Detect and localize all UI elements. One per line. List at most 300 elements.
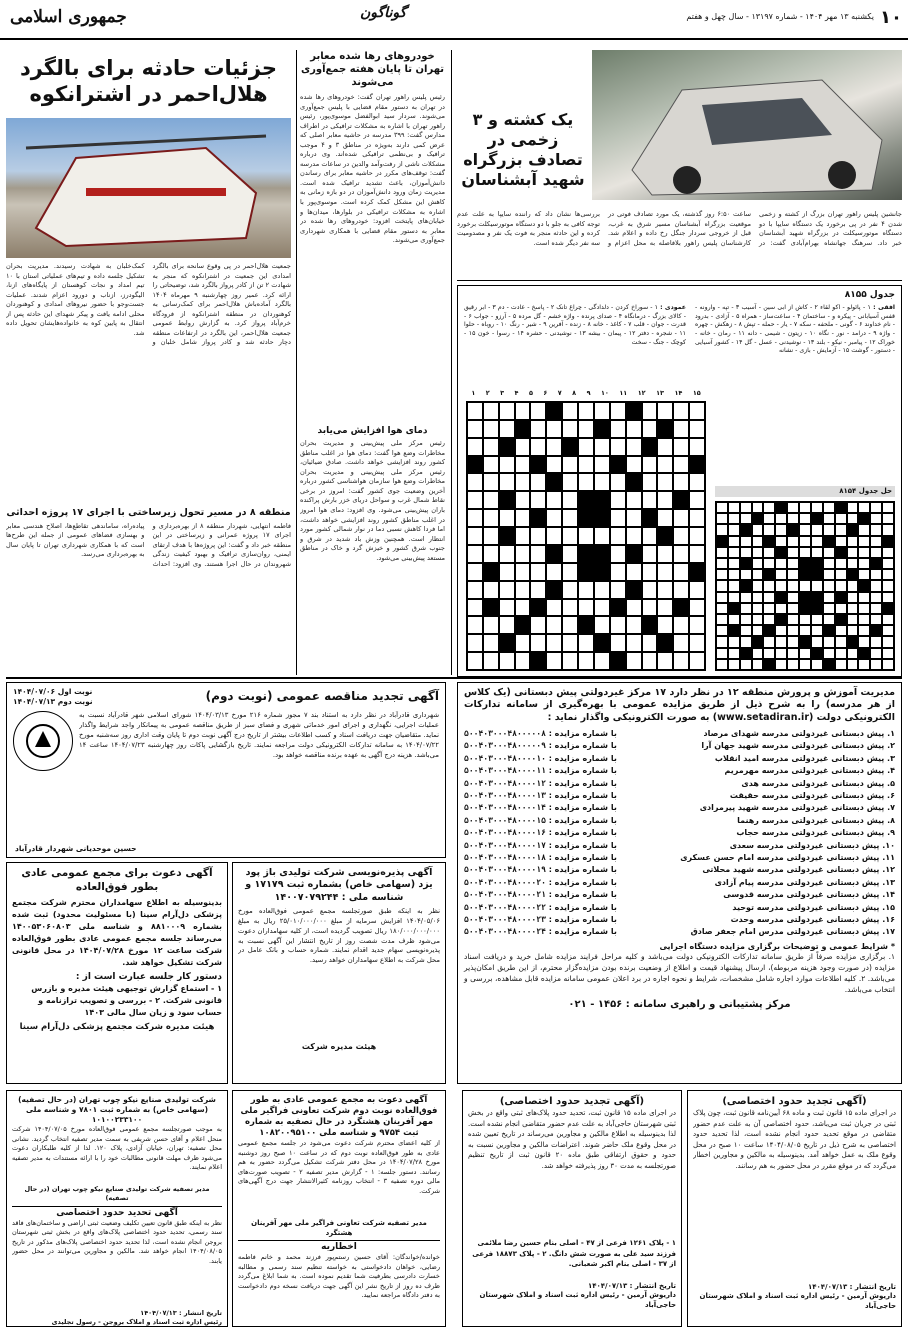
crossword-cell (811, 502, 823, 513)
crossword-cell (578, 473, 594, 491)
crossword-cell (642, 402, 658, 420)
crossword-cell (515, 456, 531, 474)
crossword-cell (799, 569, 811, 580)
auction-item-number: ۵۰۰۴۰۳۰۰۰۴۸۰۰۰۰۱۴ (464, 803, 546, 813)
crossword-cell (858, 547, 870, 558)
auction-item-code (464, 827, 617, 839)
crossword-number: ۵ (528, 389, 533, 397)
crossword-cell (467, 509, 483, 527)
crossword-cell (530, 563, 546, 581)
auction-item-prefix: با شماره مزایده : (548, 840, 617, 850)
crossword-cell (515, 527, 531, 545)
helicopter-body: جمعیت هلال‌احمر در پی وقوع سانحه برای بالگرد امدادی این جمعیت در اشترانکوه که منجر به شهادت ۲ تن از کادر پرواز بالگرد شد، توضیحاتی را ارائه کرد. عمیر روز چهارشنبه ۹ مهرماه ۱۴۰۴ بالگرد آماده‌باش هلال‌احمر برای کمک‌رسانی به کوهنوردان در منطقه اشترانکوه از فرودگاه خرم‌آباد پرواز کرد. به گزارش روابط عمومی جمعیت هلال‌احمر، این بالگرد در ارتفاعات منطقه دچار حادثه شد و کادر پرواز شامل خلبان و کمک‌خلبان به شهادت رسیدند. مدیریت بحران تشکیل جلسه داده و تیم‌های عملیاتی استان با ۱۰ تیم امداد و نجات کوهستان از پایگاه‌های ازنا، الیگودرز، ازناب و دورود اعزام شدند. عملیات جست‌وجو با حضور نیروهای امدادی و کوهنوردان محلی ادامه یافت و پیکر شهدای این حادثه پس از انتقال به پایین کوه به خانواده‌هایشان تحویل داده شد. (6, 262, 291, 347)
crossword-cell (882, 614, 894, 625)
crossword-cell (578, 509, 594, 527)
crossword-cell (763, 580, 775, 591)
auction-item-name: ۱۶. پیش دبستانی غیردولتی مدرسه وحدت (730, 914, 895, 924)
crossword-cell (823, 648, 835, 659)
crossword-cell (882, 625, 894, 636)
auction-item-prefix: با شماره مزایده : (548, 766, 617, 776)
crossword-cell (787, 636, 799, 647)
crossword-cell (847, 592, 859, 603)
crossword-cell (642, 652, 658, 670)
crossword-cell (882, 659, 894, 670)
crossword-cell (728, 558, 740, 569)
crossword-number: ۱۲ (637, 389, 646, 397)
education-ad-items (464, 728, 895, 939)
crossword-cell (740, 524, 752, 535)
crossword-cell (530, 473, 546, 491)
crossword-cell (515, 438, 531, 456)
crossword-cell (562, 509, 578, 527)
crossword-cell (578, 527, 594, 545)
crossword-cell (689, 473, 705, 491)
crossword-cell (530, 527, 546, 545)
crossword-cell (515, 634, 531, 652)
auction-item (464, 877, 895, 889)
crossword-cell (657, 402, 673, 420)
crossword-cell (626, 438, 642, 456)
crossword-cell (740, 603, 752, 614)
crossword-cell (787, 569, 799, 580)
crossword-cell (835, 513, 847, 524)
crossword-across-clues (692, 304, 896, 474)
crossword-cell (594, 473, 610, 491)
crossword-cell (467, 599, 483, 617)
crossword-cell (787, 648, 799, 659)
auction-item-prefix: با شماره مزایده : (548, 852, 617, 862)
across-text: ۱ - پائولو - اکو لقاء ۲ - کاش از ابی سین - آسیب ۳ - تپه - وارونه - قفس آسیابانی - پیکره و - ساختمان ۴ - ساعت‌ساز - همراه ۵ - آزادی - بدرود - نام خداوند ۶ - گونی - ملحفه - سکه ۷ - یار - حمله - تپش ۸ - زهکش - چهره - واژه ۹ - درامد - نور - نگاه ۱۰ - زیتون - شیمی - دانه ۱۱ - رمان - خانه - خوراک ۱۲ - پیامبر - نیکو - بلند ۱۳ - نوشیدنی - عسل - گل ۱۴ - کشور آسیایی - دستور - گوشت ۱۵ - آزمایش - بازی - نشانه (695, 304, 896, 355)
crossword-cell (716, 625, 728, 636)
crossword-cell (716, 558, 728, 569)
crossword-cell (657, 527, 673, 545)
crossword-cell (594, 652, 610, 670)
crossword-cell (499, 581, 515, 599)
crossword-cell (847, 513, 859, 524)
crossword-cell (483, 599, 499, 617)
crossword-cell (642, 581, 658, 599)
crossword-number: ۱۵ (692, 389, 701, 397)
crossword-cell (673, 491, 689, 509)
crossword-cell (716, 659, 728, 670)
assembly-ad (6, 862, 228, 1084)
crossword-cell (775, 524, 787, 535)
subscription-body: نظر به اینکه طبق صورتجلسه مجمع عمومی فوق‌العاده مورخ ۱۴۰۴/۰۵/۰۶ افزایش سرمایه از مبلغ ۲۵/۰۱۰/۰۰۰/۰۰۰ ریال به مبلغ ۱۸۰/۰۰۰/۰۰۰/۰۰۰ ریال تصویب گردیده است، از کلیه سهامداران دعوت می‌شود ظرف مدت شصت روز از تاریخ انتشار این آگهی نسبت به پذیره‌نویسی سهام جدید اقدام نمایند. شماره حساب و بانک عامل در محل شرکت به اطلاع سهامداران خواهد رسید. (238, 907, 440, 965)
tender-ad (6, 682, 446, 858)
crossword-cell (562, 634, 578, 652)
crossword-cell (530, 491, 546, 509)
auction-item-name: ۱۱. پیش دبستانی غیردولتی مدرسه امام حسن عسکری (680, 852, 895, 862)
crossword-cell (752, 524, 764, 535)
crossword-cell (642, 599, 658, 617)
crossword-cell (882, 580, 894, 591)
crossword-cell (483, 456, 499, 474)
auction-item-number: ۵۰۰۴۰۳۰۰۰۴۸۰۰۰۰۱۶ (464, 828, 546, 838)
crossword-cell (775, 636, 787, 647)
crossword-cell (689, 402, 705, 420)
crossword-cell (499, 599, 515, 617)
crossword-number: ۴ (514, 389, 519, 397)
crossword-cell (642, 527, 658, 545)
crossword-cell (657, 581, 673, 599)
crossword-cell (740, 614, 752, 625)
crossword-cell (530, 545, 546, 563)
crossword-cell (610, 581, 626, 599)
crossword-cell (546, 402, 562, 420)
section-title: گوناگون (360, 5, 407, 21)
crossword-cell (752, 648, 764, 659)
crossword-cell (594, 527, 610, 545)
crossword-cell (578, 599, 594, 617)
crossword-cell (499, 545, 515, 563)
crossword-cell (689, 420, 705, 438)
crossword-cell (882, 603, 894, 614)
crossword-cell (870, 614, 882, 625)
crossword-cell (775, 580, 787, 591)
crossword-cell (811, 513, 823, 524)
auction-item-prefix: با شماره مزایده : (548, 865, 617, 875)
assembly-agenda: ۱ - استماع گزارش توجیهی هیئت مدیره و بازرس قانونی شرکت. ۲ - بررسی و تصویب ترازنامه و حساب سود و زیان سال مالی ۱۴۰۳ (31, 984, 222, 1018)
crossword-cell (673, 402, 689, 420)
crossword-cell (775, 502, 787, 513)
crossword-cell (728, 636, 740, 647)
crossword-cell (799, 547, 811, 558)
crossword-cell (642, 438, 658, 456)
crossword-cell (546, 599, 562, 617)
registry-ad-2 (462, 1090, 682, 1327)
auction-item (464, 902, 895, 914)
crossword-cell (811, 592, 823, 603)
crossword-cell (847, 524, 859, 535)
crossword-cell (799, 648, 811, 659)
crossword-cell (823, 603, 835, 614)
crossword-cell (610, 456, 626, 474)
crossword-cell (546, 545, 562, 563)
crossword-cell (740, 625, 752, 636)
crossword-cell (530, 456, 546, 474)
auction-item-prefix: با شماره مزایده : (548, 729, 617, 739)
cars-story (300, 50, 445, 675)
crossword-cell (799, 536, 811, 547)
crossword-cell (499, 616, 515, 634)
auction-item-code (464, 914, 617, 926)
crossword-cell (847, 603, 859, 614)
crossword-cell (546, 473, 562, 491)
crossword-cell (835, 636, 847, 647)
crossword-cell (689, 599, 705, 617)
crossword-cell (467, 545, 483, 563)
auction-item-number: ۵۰۰۴۰۳۰۰۰۴۸۰۰۰۰۱۱ (464, 766, 546, 776)
crossword-cell (499, 509, 515, 527)
crossword-cell (594, 634, 610, 652)
crossword-cell (467, 634, 483, 652)
crossword-cell (799, 636, 811, 647)
crossword-cell (546, 438, 562, 456)
crossword-cell (775, 603, 787, 614)
registry-ad-2-title: (آگهی تجدید حدود اختصاصی) (499, 1096, 645, 1107)
crossword-cell (882, 592, 894, 603)
crossword-cell (626, 581, 642, 599)
crossword-cell (689, 563, 705, 581)
crossword-cell (642, 634, 658, 652)
crossword-cell (858, 569, 870, 580)
crossword-cell (689, 652, 705, 670)
crossword-cell (562, 581, 578, 599)
crossword-cell (562, 456, 578, 474)
auction-item (464, 815, 895, 827)
crossword-cell (847, 614, 859, 625)
crossword-title: جدول ۸۱۵۵ (844, 290, 895, 300)
auction-item-code (464, 877, 617, 889)
crossword-cell (673, 527, 689, 545)
crossword-cell (626, 509, 642, 527)
auction-item-code (464, 864, 617, 876)
crossword-cell (787, 614, 799, 625)
crossword-cell (870, 592, 882, 603)
crossword-cell (515, 509, 531, 527)
crossword-cell (562, 438, 578, 456)
crossword-cell (858, 625, 870, 636)
crossword-cell (689, 616, 705, 634)
crossword-cell (752, 625, 764, 636)
crossword-cell (835, 648, 847, 659)
crossword-number: ۲ (485, 389, 490, 397)
crossword-cell (847, 648, 859, 659)
crossword-cell (578, 652, 594, 670)
crossword-cell (483, 491, 499, 509)
crossword-cell (594, 438, 610, 456)
crossword-cell (763, 558, 775, 569)
crossword-cell (689, 456, 705, 474)
crossword-cell (716, 648, 728, 659)
crossword-cell (467, 438, 483, 456)
crossword-cell (823, 558, 835, 569)
crossword-cell (752, 614, 764, 625)
crossword-cell (530, 438, 546, 456)
crossword-cell (657, 599, 673, 617)
crossword-cell (740, 648, 752, 659)
crossword-cell (823, 614, 835, 625)
demarcation-body: نظر به اینکه طبق قانون تعیین تکلیف وضعیت ثبتی اراضی و ساختمان‌های فاقد سند رسمی، تحدید حدود اختصاصی پلاک‌های واقع در بخش ثبتی شهرستان بروجن انجام نشده است، لذا تحدید حدود اختصاصی پلاک‌های مذکور در تاریخ ۱۴۰۴/۰۸/۰۵ انجام خواهد شد. مالکین و مجاورین می‌توانند در محل حضور یابند. (12, 1219, 222, 1265)
crossword-cell (594, 616, 610, 634)
demarcation-date: تاریخ انتشار : ۱۴۰۴/۰۷/۱۳ (140, 1309, 222, 1318)
crossword-cell (515, 473, 531, 491)
auction-item (464, 765, 895, 777)
crossword-cell (763, 636, 775, 647)
crossword-cell (823, 547, 835, 558)
crossword-cell (858, 603, 870, 614)
crossword-cell (870, 513, 882, 524)
crossword-cell (483, 563, 499, 581)
crossword-cell (642, 456, 658, 474)
auction-item-number: ۵۰۰۴۰۳۰۰۰۴۸۰۰۰۰۲۳ (464, 914, 546, 924)
crossword-cell (835, 603, 847, 614)
crossword-cell (530, 402, 546, 420)
auction-item-number: ۵۰۰۴۰۳۰۰۰۴۸۰۰۰۰۱۸ (464, 852, 546, 862)
auction-item-number: ۵۰۰۴۰۳۰۰۰۴۸۰۰۰۰۰۸ (464, 729, 546, 739)
crossword-cell (740, 536, 752, 547)
across-label: افقی : (873, 304, 896, 311)
crossword-cell (775, 592, 787, 603)
region8-story (6, 505, 291, 675)
crossword-cell (467, 652, 483, 670)
down-text: ۱ - سوراخ کردن - دلدادگی - چراغ تانک ۲ - پاسخ - عادت - دم ۳ - ابر رقیق - کالای بزرگ - درمانگاه ۴ - صدای پرنده - واژه خشم - گل مرده ۵ - آرزو - جواب ۶ - قدرت - جوان - قلب ۷ - کاغذ - خانه ۸ - زنده - آفرین ۹ - شیر - رنگ ۱۰ - روباه - حلوا ۱۱ - شجره - دفتر ۱۲ - پیمان - بیشه ۱۳ - نوشیدنی - حشره ۱۴ - رسوا - خون ۱۵ - کوچک - جنگ - سخت (464, 304, 687, 346)
crossword-cell (752, 558, 764, 569)
crossword-cell (673, 616, 689, 634)
crossword-cell (657, 563, 673, 581)
auction-item-number: ۵۰۰۴۰۳۰۰۰۴۸۰۰۰۰۱۳ (464, 790, 546, 800)
education-auction-ad (457, 682, 902, 1084)
crossword-cell (657, 545, 673, 563)
auction-item-prefix: با شماره مزایده : (548, 815, 617, 825)
crossword-cell (594, 563, 610, 581)
notice-body: خوانده/خواندگان: آقای حسین رستم‌پور فرزند محمد و خانم فاطمه رضایی، خواهان دادخواستی به خواسته تنظیم سند رسمی و مطالبه خسارت دادرسی بطرفیت شما تقدیم نموده است. به شما ابلاغ می‌گردد ظرف ده روز از تاریخ نشر این آگهی جهت دریافت نسخه دوم دادخواست به دفتر دادگاه مراجعه نمایید. (238, 1253, 440, 1300)
crossword-cell (716, 536, 728, 547)
crossword-cell (811, 547, 823, 558)
region8-heading: منطقه ۸ در مسیر تحول زیرساختی با اجرای ۱۷ پروژه احداثی (6, 507, 291, 518)
crossword-cell (787, 603, 799, 614)
crossword-cell (657, 491, 673, 509)
crossword-cell (775, 569, 787, 580)
crossword-cell (823, 524, 835, 535)
auction-item-name: ۱۵. پیش دبستانی غیردولتی مدرسه توحید (732, 902, 895, 912)
crossword-cell (515, 545, 531, 563)
crossword-cell (752, 547, 764, 558)
crossword-cell (626, 616, 642, 634)
auction-item-name: ۳. پیش دبستانی غیردولتی مدرسه امید انقلاب (714, 753, 895, 763)
crossword-cell (763, 659, 775, 670)
crossword-cell (467, 563, 483, 581)
crossword-cell (752, 502, 764, 513)
crossword-cell (626, 402, 642, 420)
crossword-cell (483, 402, 499, 420)
crossword-cell (787, 547, 799, 558)
crossword-cell (578, 545, 594, 563)
crossword-cell (858, 636, 870, 647)
auction-item (464, 914, 895, 926)
crossword-cell (689, 634, 705, 652)
cooperative-ad (232, 1090, 446, 1327)
crossword-cell (530, 634, 546, 652)
crossword-cell (515, 652, 531, 670)
page-number: ۱۰ (880, 7, 902, 28)
crossword-cell (562, 527, 578, 545)
auction-item-name: ۵. پیش دبستانی غیردولتی مدرسه هدی (741, 778, 895, 788)
crossword-cell (799, 625, 811, 636)
auction-item (464, 926, 895, 938)
tender-date-1: نوبت اول ۱۴۰۴/۰۷/۰۶ (13, 687, 93, 696)
crossword-cell (562, 402, 578, 420)
crossword-cell (657, 616, 673, 634)
crossword-number: ۷ (557, 389, 562, 397)
crossword-cell (799, 502, 811, 513)
crossword-cell (673, 545, 689, 563)
crossword-cell (657, 509, 673, 527)
crossword-cell (728, 536, 740, 547)
auction-item-name: ۲. پیش دبستانی غیردولتی مدرسه شهید جهان آرا (701, 741, 895, 751)
crossword-cell (642, 616, 658, 634)
crossword-cell (499, 563, 515, 581)
crossword-cell (740, 569, 752, 580)
auction-item-name: ۶. پیش دبستانی غیردولتی مدرسه حقیقت (729, 790, 895, 800)
crossword-cell (811, 569, 823, 580)
crossword-cell (740, 580, 752, 591)
auction-item-code (464, 740, 617, 752)
crossword-cell (835, 592, 847, 603)
crossword-cell (799, 580, 811, 591)
auction-item-prefix: با شماره مزایده : (548, 877, 617, 887)
crossword-cell (467, 491, 483, 509)
auction-item-code (464, 889, 617, 901)
subscription-sign: هیئت مدیره شرکت (301, 1042, 377, 1052)
crossword-cell (787, 513, 799, 524)
crossword-cell (870, 648, 882, 659)
issue-info: یکشنبه ۱۳ مهر ۱۴۰۴ - شماره ۱۳۱۹۷ - سال چهل و هفتم (686, 12, 874, 21)
crossword-cell (657, 473, 673, 491)
liquidation-title: شرکت تولیدی صنایع نیکو چوب تهران (در حال تصفیه) (سهامی خاص) به شماره ثبت ۷۸۰۱ و شناسه ملی ۱۰۱۰۰۲۳۳۱۰۰ (18, 1095, 216, 1125)
crossword-cell (728, 659, 740, 670)
crossword-cell (752, 592, 764, 603)
crossword-cell (499, 420, 515, 438)
crossword-cell (835, 580, 847, 591)
crossword-cell (594, 491, 610, 509)
crossword-cell (882, 558, 894, 569)
crossword-cell (799, 524, 811, 535)
crossword-cell (835, 625, 847, 636)
crossword-cell (515, 420, 531, 438)
crossword-cell (515, 402, 531, 420)
crossword-cell (467, 581, 483, 599)
crossword-cell (578, 563, 594, 581)
crossword-cell (775, 659, 787, 670)
crossword-cell (882, 513, 894, 524)
crossword-cell (858, 558, 870, 569)
crossword-cell (594, 599, 610, 617)
crossword-cell (811, 625, 823, 636)
crossword-cell (728, 603, 740, 614)
crossword-cell (787, 558, 799, 569)
demarcation-sign: رئیس اداره ثبت اسناد و املاک بروجن - رسول تجلیدی (51, 1317, 222, 1326)
crossword-cell (578, 634, 594, 652)
crossword-cell (515, 563, 531, 581)
crossword-cell (483, 473, 499, 491)
crossword-cell (594, 402, 610, 420)
crossword-cell (610, 616, 626, 634)
crossword-cell (740, 502, 752, 513)
crossword-cell (716, 502, 728, 513)
crossword-cell (626, 563, 642, 581)
subscription-ad (232, 862, 446, 1084)
crossword-cell (763, 524, 775, 535)
crossword-cell (870, 625, 882, 636)
crossword-cell (594, 420, 610, 438)
crossword-cell (578, 491, 594, 509)
crossword-cell (870, 603, 882, 614)
auction-item (464, 740, 895, 752)
helicopter-headline: جزئیات حادثه برای بالگرد هلال‌احمر در اشترانکوه (19, 56, 278, 107)
crossword-cell (716, 569, 728, 580)
crossword-cell (716, 580, 728, 591)
weather-body: رئیس مرکز ملی پیش‌بینی و مدیریت بحران مخاطرات وضع هوا گفت: دمای هوا در اغلب مناطق کشور روند افزایشی خواهد داشت. صادق ضیائیان، رئیس مرکز ملی پیش‌بینی و مدیریت بحران مخاطرات وضع هوا سازمان هواشناسی کشور درباره آخرین وضعیت جوی کشور گفت: امروز در برخی نقاط شمال غرب و سواحل دریای خزر بارش پراکنده باران پیش‌بینی می‌شود. وی افزود: دمای هوا امروز در اغلب مناطق کشور روند افزایشی خواهد داشت، اما فردا کاهش نسبی دما در نوار شمالی کشور مورد انتظار است. همچنین وزش باد شدید در شرق و جنوب شرق کشور و خیزش گرد و خاک در مناطق مستعد پیش‌بینی می‌شود. (300, 439, 445, 562)
auction-item-code (464, 902, 617, 914)
crossword-cell (483, 545, 499, 563)
crossword-cell (823, 580, 835, 591)
crossword-cell (530, 420, 546, 438)
auction-item-prefix: با شماره مزایده : (548, 914, 617, 924)
crossword-cell (562, 616, 578, 634)
crossword-cell (882, 536, 894, 547)
crossword-cell (823, 636, 835, 647)
